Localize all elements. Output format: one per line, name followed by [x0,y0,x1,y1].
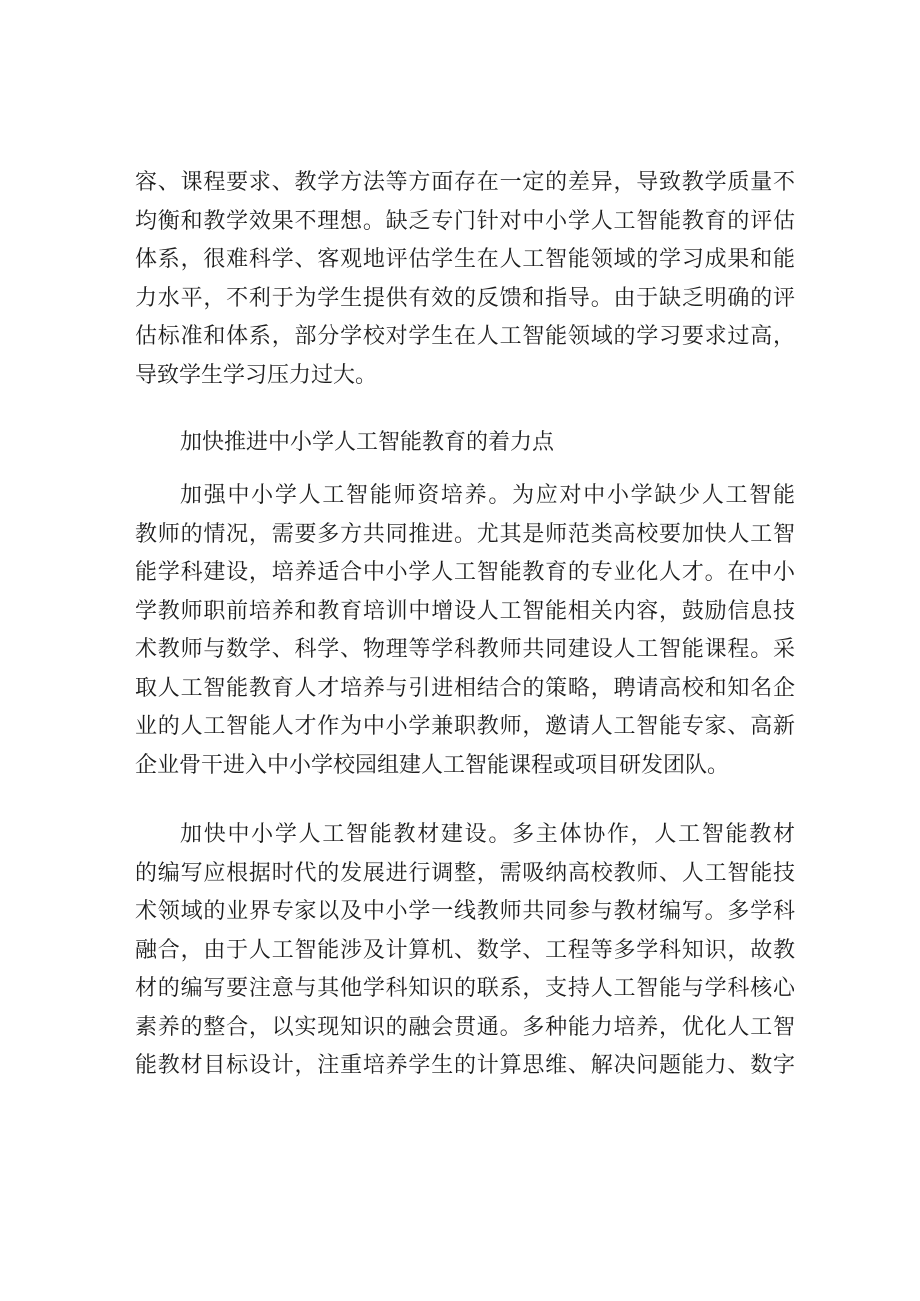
text-line: 业的人工智能人才作为中小学兼职教师，邀请人工智能专家、高新 [135,714,795,739]
text-line: 企业骨干进入中小学校园组建人工智能课程或项目研发团队。 [135,752,730,778]
text-line: 估标准和体系，部分学校对学生在人工智能领域的学习要求过高， [135,324,795,349]
paragraph-teacher-training [135,477,795,785]
text-line: 加快中小学人工智能教材建设。多主体协作，人工智能教材 [180,822,795,847]
text-line: 学教师职前培养和教育培训中增设人工智能相关内容，鼓励信息技 [135,598,795,624]
text-line: 取人工智能教育人才培养与引进相结合的策略，聘请高校和知名企 [135,675,795,701]
text-line: 能教材目标设计，注重培养学生的计算思维、解决问题能力、数字 [135,1053,795,1078]
text-line: 能学科建设，培养适合中小学人工智能教育的专业化人才。在中小 [135,560,795,585]
text-line: 教师的情况，需要多方共同推进。尤其是师范类高校要加快人工智 [135,521,795,547]
text-line: 素养的整合，以实现知识的融会贯通。多种能力培养，优化人工智 [135,1014,795,1040]
text-line: 力水平，不利于为学生提供有效的反馈和指导。由于缺乏明确的评 [135,285,795,311]
text-line: 的编写应根据时代的发展进行调整，需吸纳高校教师、人工智能技 [135,860,795,886]
text-line: 融合，由于人工智能涉及计算机、数学、工程等多学科知识，故教 [135,937,795,963]
text-line: 导致学生学习压力过大。 [135,362,378,388]
section-heading: 加快推进中小学人工智能教育的着力点 [180,430,555,455]
continued-paragraph [135,164,795,395]
text-line: 均衡和教学效果不理想。缺乏专门针对中小学人工智能教育的评估 [135,208,795,234]
text-line: 体系，很难科学、客观地评估学生在人工智能领域的学习成果和能 [135,247,795,272]
section-heading-block [135,424,795,463]
text-line: 术领域的业界专家以及中小学一线教师共同参与教材编写。多学科 [135,899,795,924]
text-line: 术教师与数学、科学、物理等学科教师共同建设人工智能课程。采 [135,637,795,662]
text-line: 材的编写要注意与其他学科知识的联系，支持人工智能与学科核心 [135,976,795,1001]
text-line: 容、课程要求、教学方法等方面存在一定的差异，导致教学质量不 [135,170,795,195]
paragraph-textbook-construction [135,816,795,1086]
text-line: 加强中小学人工智能师资培养。为应对中小学缺少人工智能 [180,483,795,508]
